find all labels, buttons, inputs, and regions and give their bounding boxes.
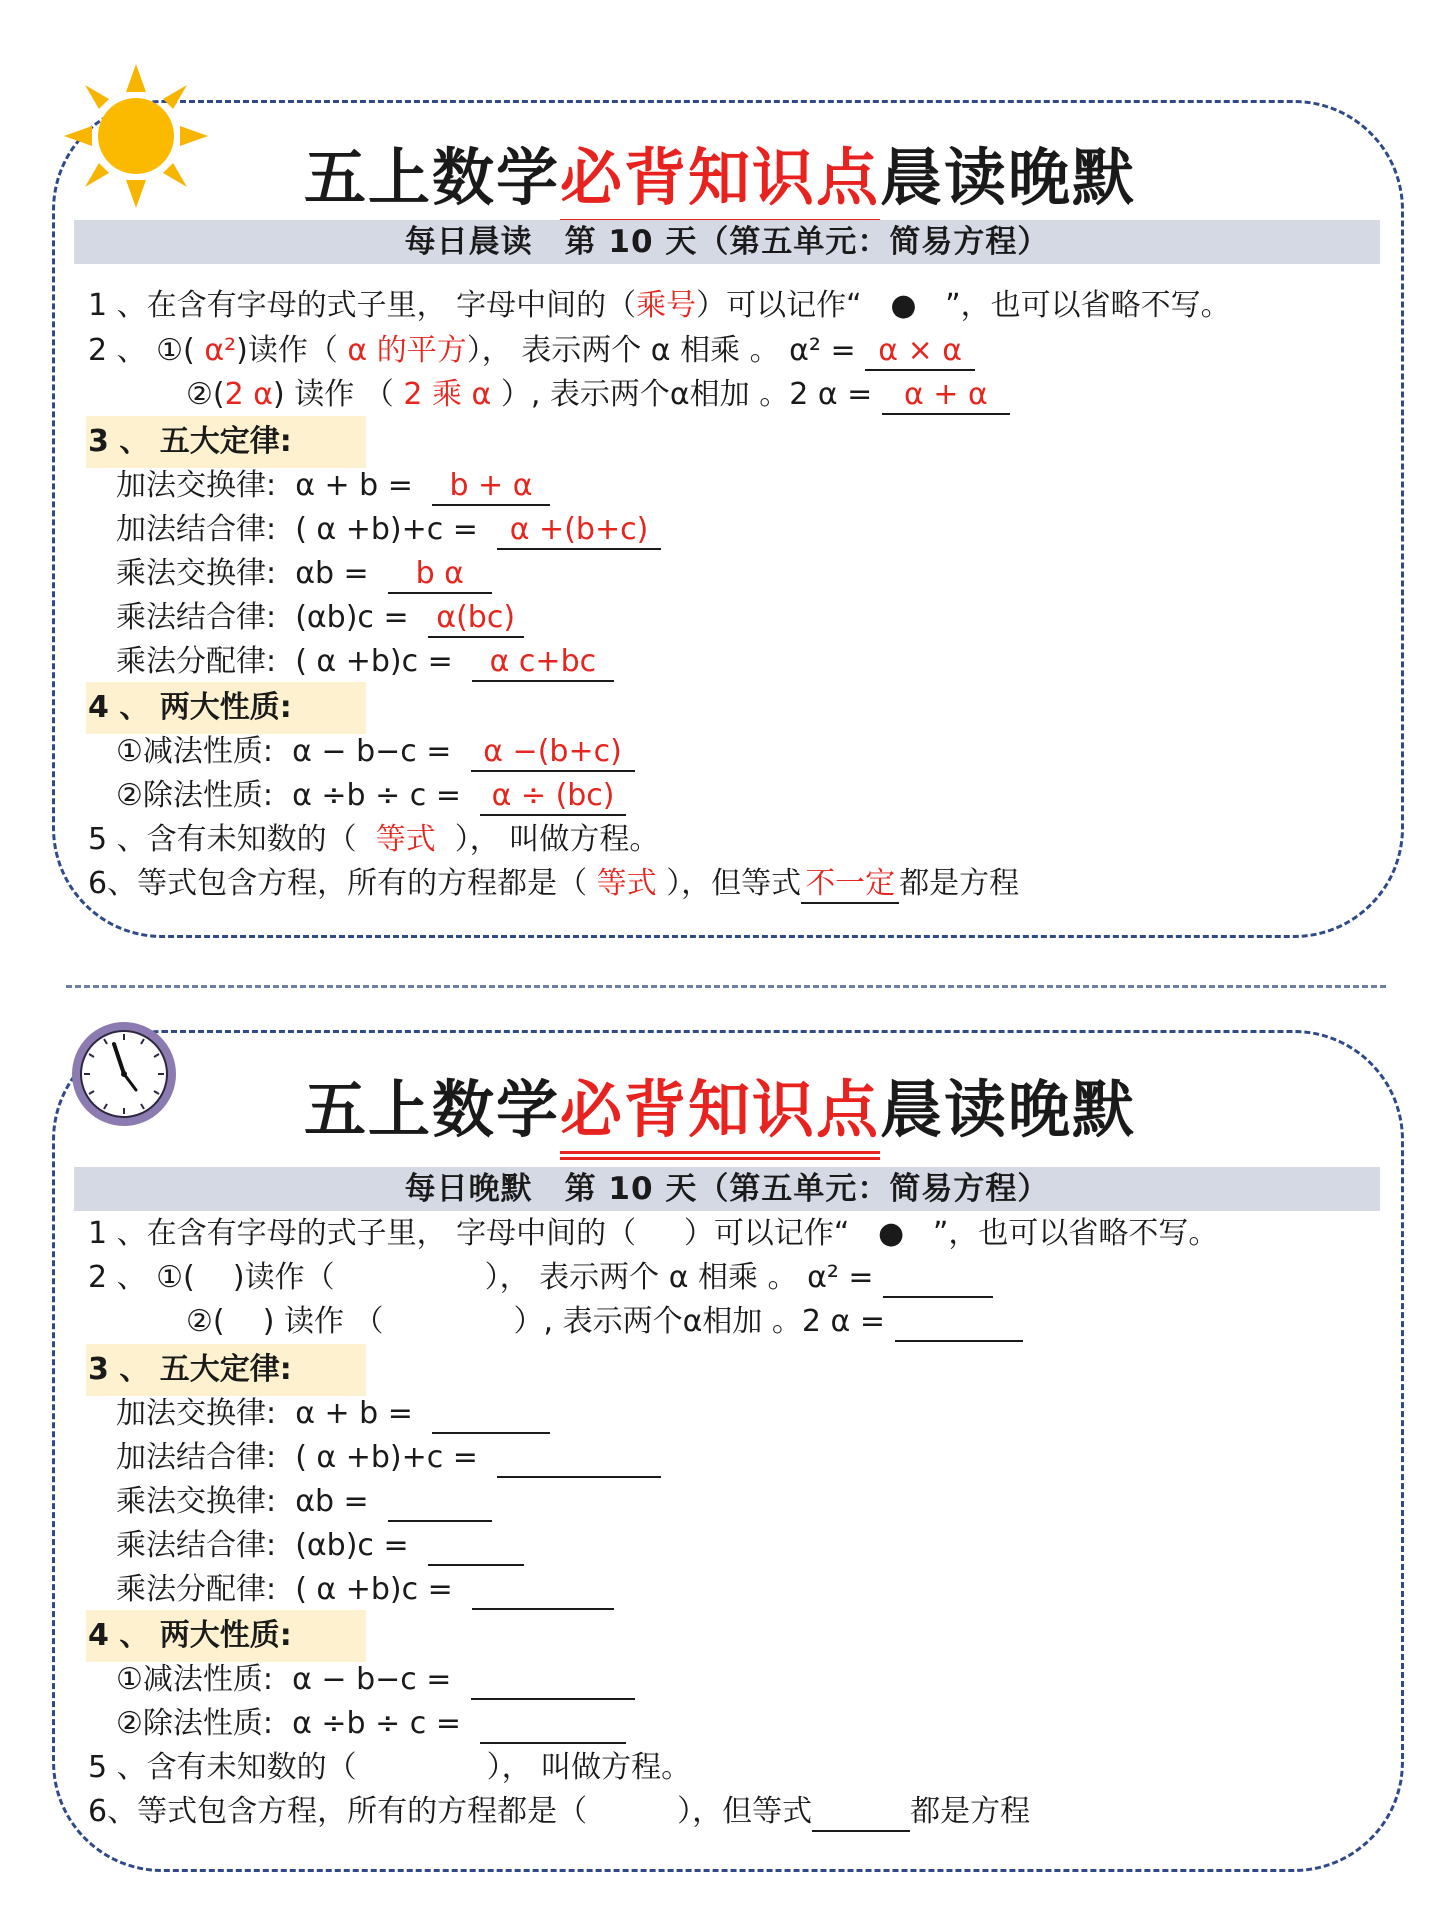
m-line-5: 5 、含有未知数的（ 等式 ）， 叫做方程。 [88,822,660,857]
m-line-1: 1 、在含有字母的式子里， 字母中间的（乘号）可以记作“ ● ”，也可以省略不写。 [88,288,1231,323]
m-law-1: 加法交换律: α + b = b + α [116,466,550,506]
blank [895,1302,1023,1342]
e-line-6: 6、等式包含方程，所有的方程都是（ ），但等式 都是方程 [88,1792,1030,1832]
e-prop-1: ①减法性质: α − b−c = [116,1660,635,1700]
e-heading-3: 3 、 五大定律: [88,1352,292,1387]
e-heading-4: 4 、 两大性质: [88,1618,292,1653]
m-prop-1: ①减法性质: α − b−c = α −(b+c) [116,732,635,772]
e-line-5: 5 、含有未知数的（ ）， 叫做方程。 [88,1750,692,1785]
m-law-5: 乘法分配律: ( α +b)c = α c+bc [116,642,614,682]
page-title-morning: 五上数学必背知识点晨读晚默 [303,141,1137,214]
m-line-6: 6、等式包含方程，所有的方程都是（ 等式 ），但等式 不一定 都是方程 [88,864,1019,904]
section-divider [66,985,1386,988]
page-title-evening: 五上数学必背知识点晨读晚默 [303,1073,1137,1146]
dot-symbol: ● [878,1216,905,1251]
m-heading-4: 4 、 两大性质: [88,690,292,725]
blank [472,1570,614,1610]
e-law-1: 加法交换律: α + b = [116,1394,550,1434]
morning-banner: 每日晨读 第 10 天（第五单元：简易方程） [74,220,1380,264]
blank [388,1482,492,1522]
e-law-4: 乘法结合律: (αb)c = [116,1526,524,1566]
blank [471,1660,635,1700]
e-law-5: 乘法分配律: ( α +b)c = [116,1570,614,1610]
e-law-3: 乘法交换律: αb = [116,1482,492,1522]
dot-symbol: ● [890,288,917,323]
m-law-2: 加法结合律: ( α +b)+c = α +(b+c) [116,510,661,550]
m-heading-3: 3 、 五大定律: [88,424,292,459]
e-prop-2: ②除法性质: α ÷b ÷ c = [116,1704,626,1744]
m-law-3: 乘法交换律: αb = b α [116,554,492,594]
m-line-3: ②(2 α) 读作 （ 2 乘 α ）, 表示两个α相加 。2 α = α + α [186,375,1010,415]
blank [432,1394,550,1434]
e-law-2: 加法结合律: ( α +b)+c = [116,1438,661,1478]
m-line-2: 2 、 ①( α²)读作（ α 的平方）， 表示两个 α 相乘 。 α² = α × α [88,331,975,371]
e-line-3: ②( ) 读作 （ ）, 表示两个α相加 。2 α = [186,1302,1023,1342]
blank [812,1792,910,1832]
evening-banner: 每日晚默 第 10 天（第五单元：简易方程） [74,1167,1380,1211]
blank [480,1704,626,1744]
blank [428,1526,524,1566]
blank [497,1438,661,1478]
m-law-4: 乘法结合律: (αb)c = α(bc) [116,598,524,638]
blank [883,1258,993,1298]
e-line-1: 1 、在含有字母的式子里， 字母中间的（ ）可以记作“ ● ”，也可以省略不写。 [88,1216,1219,1251]
m-prop-2: ②除法性质: α ÷b ÷ c = α ÷ (bc) [116,776,626,816]
e-line-2: 2 、 ①( )读作（ ）， 表示两个 α 相乘 。 α² = [88,1258,993,1298]
